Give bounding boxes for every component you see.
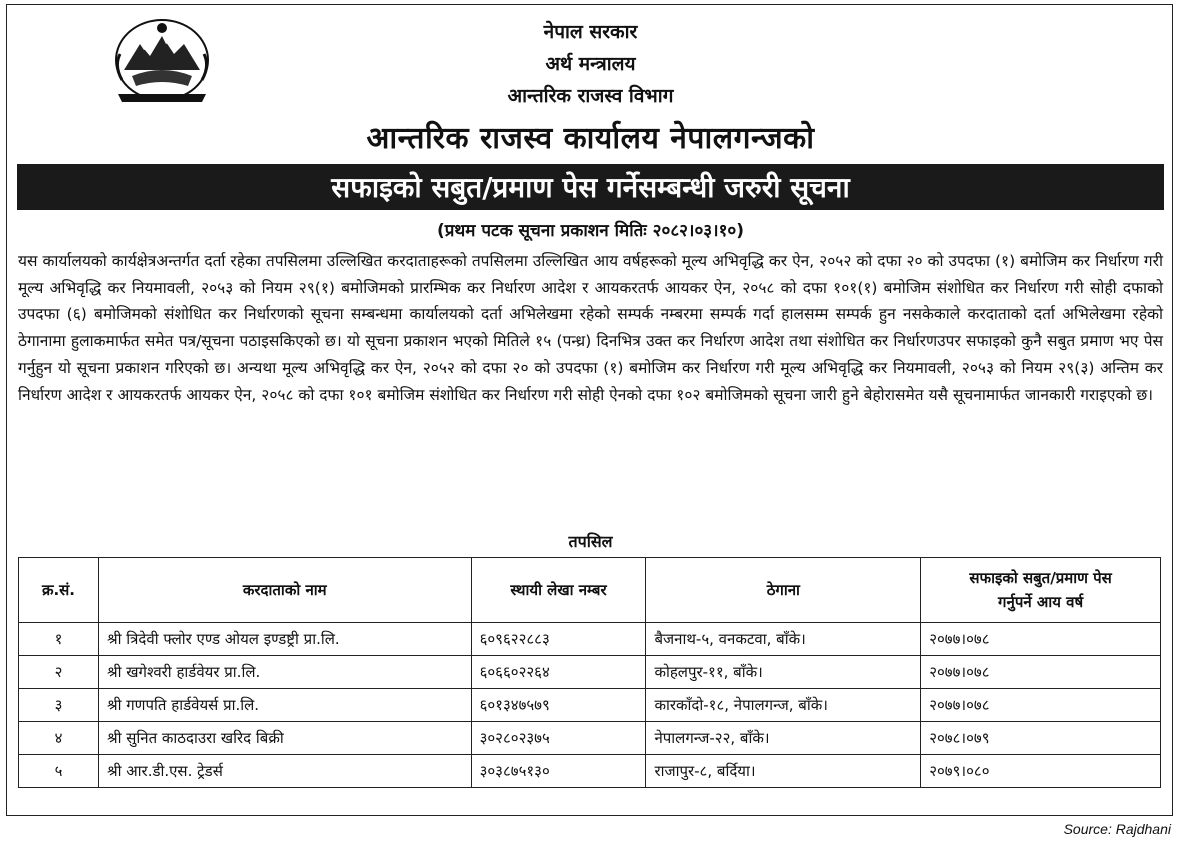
- table-row: [19, 656, 1161, 689]
- cell-year: २०७८।०७९: [921, 722, 1161, 755]
- cell-sn: ५: [19, 755, 99, 788]
- cell-year: २०७७।०७८: [921, 623, 1161, 656]
- header-ministry: अर्थ मन्त्रालय: [545, 53, 636, 75]
- cell-pan: ३०२८०२३७५: [471, 722, 646, 755]
- publication-date: (प्रथम पटक सूचना प्रकाशन मितिः २०८२।०३।१०): [436, 221, 745, 241]
- cell-name: श्री त्रिदेवी फ्लोर एण्ड ओयल इण्डष्ट्री प्रा.लि.: [98, 623, 471, 656]
- cell-address: कारकाँदो-१८, नेपालगन्ज, बाँके।: [646, 689, 921, 722]
- cell-pan: ३०३८७५१३०: [471, 755, 646, 788]
- cell-year: २०७७।०७८: [921, 656, 1161, 689]
- cell-year: २०७७।०७८: [921, 689, 1161, 722]
- table-row: [19, 755, 1161, 788]
- cell-address: नेपालगन्ज-२२, बाँके।: [646, 722, 921, 755]
- table-row: [19, 623, 1161, 656]
- cell-pan: ६०६६०२२६४: [471, 656, 646, 689]
- notice-body: यस कार्यालयको कार्यक्षेत्रअन्तर्गत दर्ता रहेका तपसिलमा उल्लिखित करदाताहरूको तपसिलमा उल्लिखित आय वर्षहरूको मूल्य अभिवृद्धि कर ऐन, २०५२ को दफा २० को उपदफा (१) बमोजिम कर निर्धारण गरी मूल्य अभिवृद्धि कर नियमावली, २०५३ को नियम २९(१) बमोजिमको प्रारम्भिक कर निर्धारण आदेश र आयकरतर्फ आयकर ऐन, २०५८ को दफा १०१(१) बमोजिम संशोधित कर निर्धारण गरी सोही दफाको उपदफा (६) बमोजिमको संशोधित कर निर्धारणको सूचना सम्बन्धमा कार्यालयको दर्ता अभिलेखमा रहेको सम्पर्क नम्बरमा सम्पर्क गर्दा हालसम्म सम्पर्क हुन नसकेकाले करदाताको दर्ता अभिलेखमा रहेको ठेगानामा हुलाकमार्फत समेत पत्र/सूचना पठाइसकिएको छ। यो सूचना प्रकाशन भएको मितिले १५ (पन्ध्र) दिनभित्र उक्त कर निर्धारण आदेश तथा संशोधित कर निर्धारणउपर सफाइको कुनै सबुत प्रमाण भए पेस गर्नुहुन यो सूचना प्रकाशन गरिएको छ। अन्यथा मूल्य अभिवृद्धि कर ऐन, २०५२ को दफा २० को उपदफा (१) बमोजिम कर निर्धारण गरी मूल्य अभिवृद्धि कर नियमावली, २०५३ को नियम २९(३) अन्तिम कर निर्धारण आदेश र आयकरतर्फ आयकर ऐन, २०५८ को दफा १०१ बमोजिम संशोधित कर निर्धारण गरी सोही ऐनको दफा १०२ बमोजिमको सूचना जारी हुने बेहोरासमेत यसै सूचनामार्फत जानकारी गराइएको छ।: [18, 252, 1163, 404]
- cell-address: कोहलपुर-११, बाँके।: [646, 656, 921, 689]
- cell-sn: ४: [19, 722, 99, 755]
- cell-pan: ६०९६२२८८३: [471, 623, 646, 656]
- cell-sn: १: [19, 623, 99, 656]
- cell-pan: ६०१३४७५७९: [471, 689, 646, 722]
- col-header-pan: स्थायी लेखा नम्बर: [471, 558, 646, 623]
- cell-year: २०७९।०८०: [921, 755, 1161, 788]
- header-office: आन्तरिक राजस्व कार्यालय नेपालगन्जको: [366, 121, 815, 156]
- col-header-sn: क्र.सं.: [19, 558, 99, 623]
- header-department: आन्तरिक राजस्व विभाग: [507, 85, 674, 107]
- cell-name: श्री खगेश्वरी हार्डवेयर प्रा.लि.: [98, 656, 471, 689]
- cell-name: श्री सुनित काठदाउरा खरिद बिक्री: [98, 722, 471, 755]
- cell-address: बैजनाथ-५, वनकटवा, बाँके।: [646, 623, 921, 656]
- table-header-row: [19, 558, 1161, 623]
- col-header-year-line1: सफाइको सबुत/प्रमाण पेस: [969, 569, 1112, 587]
- notice-title: सफाइको सबुत/प्रमाण पेस गर्नेसम्बन्धी जरुरी सूचना: [331, 171, 850, 204]
- cell-sn: २: [19, 656, 99, 689]
- table-row: [19, 722, 1161, 755]
- table-row: [19, 689, 1161, 722]
- cell-name: श्री गणपति हार्डवेयर्स प्रा.लि.: [98, 689, 471, 722]
- cell-sn: ३: [19, 689, 99, 722]
- col-header-name: करदाताको नाम: [98, 558, 471, 623]
- notice-title-banner: [17, 164, 1164, 210]
- cell-name: श्री आर.डी.एस. ट्रेडर्स: [98, 755, 471, 788]
- header-government: नेपाल सरकार: [543, 21, 638, 43]
- taxpayer-table: [18, 557, 1161, 788]
- col-header-year: [921, 558, 1161, 623]
- source-credit: Source: Rajdhani: [1063, 821, 1171, 837]
- cell-address: राजापुर-८, बर्दिया।: [646, 755, 921, 788]
- col-header-year-line2: गर्नुपर्ने आय वर्ष: [998, 593, 1084, 611]
- col-header-address: ठेगाना: [646, 558, 921, 623]
- table-caption: तपसिल: [568, 532, 613, 551]
